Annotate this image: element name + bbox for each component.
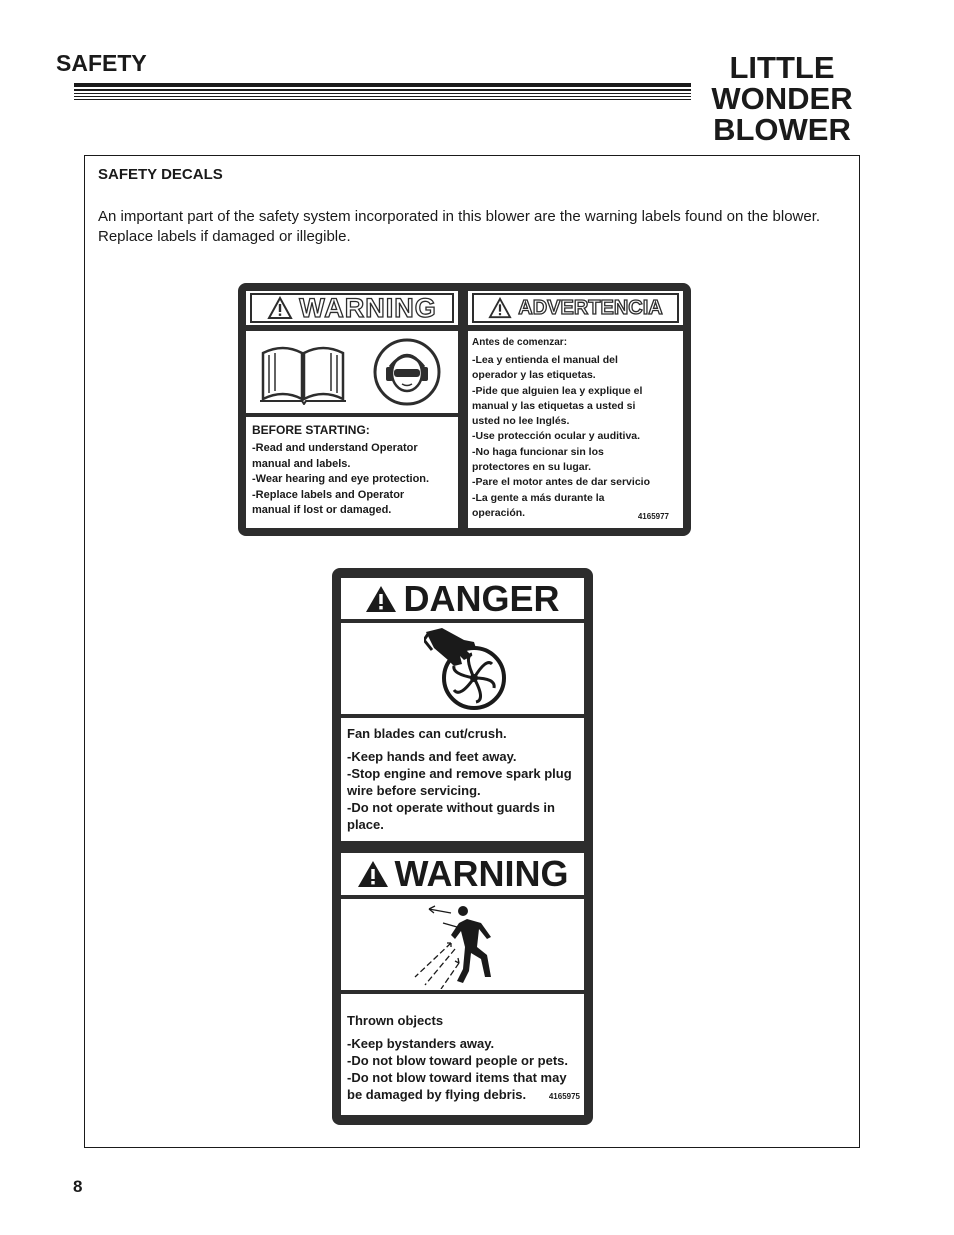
alert-triangle-icon — [488, 297, 512, 319]
english-line: -Wear hearing and eye protection. — [252, 473, 430, 485]
warning-line: be damaged by flying debris. — [347, 1087, 527, 1102]
warning-signal-word: WARNING — [394, 853, 569, 894]
warning-line: -Do not blow toward people or pets. — [347, 1053, 568, 1068]
spanish-line: -Pide que alguien lea y explique el — [472, 384, 643, 397]
brand-line-2: WONDER — [711, 81, 853, 116]
brand-title — [700, 52, 864, 145]
warning-header — [341, 853, 584, 895]
english-text-area — [246, 417, 458, 528]
danger-line: -Keep hands and feet away. — [347, 749, 517, 764]
danger-line: -Stop engine and remove spark plug — [347, 766, 572, 781]
alert-triangle-icon — [357, 860, 389, 888]
danger-pictogram — [341, 623, 584, 714]
advertencia-header — [466, 289, 685, 327]
danger-heading: Fan blades can cut/crush. — [347, 726, 507, 741]
english-line: manual if lost or damaged. — [252, 504, 392, 516]
warning-text-area — [341, 994, 584, 1115]
english-panel — [244, 289, 460, 530]
brand-line-3: BLOWER — [713, 112, 851, 147]
alert-triangle-icon — [267, 296, 293, 320]
brand-line-1: LITTLE — [729, 50, 835, 85]
spanish-line: -Lea y entienda el manual del — [472, 354, 618, 366]
header-rules — [74, 83, 691, 102]
spanish-line: operador y las etiquetas. — [472, 369, 596, 382]
english-line: manual and labels. — [252, 457, 351, 470]
spanish-line: -Pare el motor antes de dar servicio — [472, 476, 650, 489]
intro-paragraph: An important part of the safety system incorporated in this blower are the warning labels found on the blower. Replace labels if damaged or illegible. — [98, 208, 821, 245]
spanish-line: usted no lee Inglés. — [472, 415, 570, 428]
page-number: 8 — [73, 1177, 83, 1196]
spanish-line: manual y las etiquetas a usted si — [472, 399, 636, 412]
before-starting-heading: BEFORE STARTING: — [252, 423, 370, 437]
eye-ear-protection-icon — [372, 337, 442, 407]
section-title: SAFETY — [56, 50, 147, 76]
manual-book-icon — [258, 343, 348, 405]
danger-line: place. — [347, 817, 384, 832]
english-line: -Replace labels and Operator — [252, 488, 405, 501]
part-number: 4165975 — [548, 1092, 580, 1101]
spanish-line: -Use protección ocular y auditiva. — [472, 430, 641, 443]
spanish-line: -No haga funcionar sin los — [472, 445, 604, 458]
part-number: 4165977 — [637, 512, 669, 521]
danger-text-area — [341, 718, 584, 841]
warning-line: -Do not blow toward items that may — [347, 1070, 567, 1085]
antes-de-comenzar-heading: Antes de comenzar: — [472, 337, 568, 348]
danger-header — [341, 578, 584, 619]
thrown-objects-person-icon — [411, 901, 521, 989]
danger-warning-decal — [332, 568, 593, 1125]
pictogram-area — [246, 331, 458, 413]
hand-fan-blade-icon — [424, 626, 514, 712]
english-line: -Read and understand Operator — [252, 442, 418, 454]
spanish-line: protectores en su lugar. — [472, 461, 592, 474]
warning-line: -Keep bystanders away. — [347, 1036, 495, 1051]
content-title: SAFETY DECALS — [98, 166, 223, 183]
warning-header — [244, 289, 460, 327]
advertencia-signal-word: ADVERTENCIA — [518, 296, 663, 319]
spanish-text-area — [468, 331, 683, 528]
warning-signal-word: WARNING — [299, 292, 437, 323]
spanish-line: -La gente a más durante la — [472, 491, 605, 504]
warning-advertencia-decal — [238, 283, 691, 536]
spanish-panel — [466, 289, 685, 530]
alert-triangle-icon — [365, 585, 397, 613]
danger-signal-word: DANGER — [403, 577, 560, 619]
warning-pictogram — [341, 899, 584, 990]
warning-heading: Thrown objects — [347, 1013, 444, 1028]
danger-line: -Do not operate without guards in — [347, 800, 555, 815]
spanish-line: operación. — [472, 506, 526, 519]
danger-line: wire before servicing. — [347, 783, 481, 798]
